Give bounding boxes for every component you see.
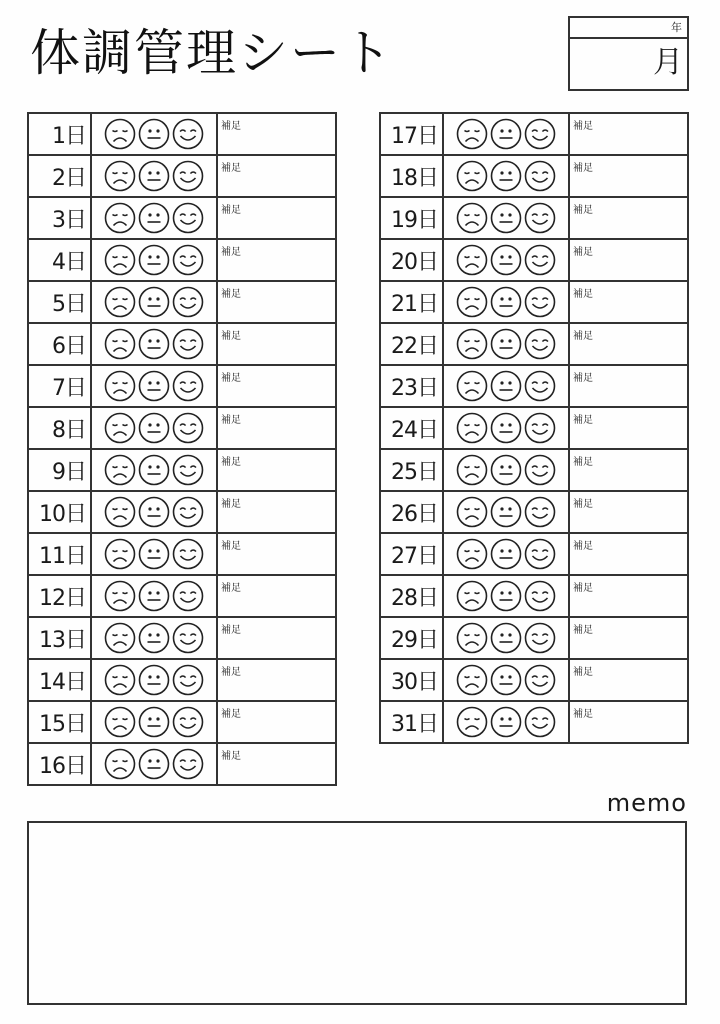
- happy-face-icon[interactable]: [524, 706, 556, 738]
- day-label: 10日: [28, 491, 91, 533]
- day-row: [28, 239, 336, 281]
- neutral-face-icon[interactable]: [138, 706, 170, 738]
- day-row: [380, 365, 688, 407]
- neutral-face-icon[interactable]: [138, 538, 170, 570]
- happy-face-icon[interactable]: [172, 454, 204, 486]
- neutral-face-icon[interactable]: [138, 328, 170, 360]
- happy-face-icon[interactable]: [172, 160, 204, 192]
- day-row: [28, 197, 336, 239]
- day-row: [28, 323, 336, 365]
- neutral-face-icon[interactable]: [138, 286, 170, 318]
- happy-face-icon[interactable]: [524, 580, 556, 612]
- mood-selector: [91, 743, 217, 785]
- day-label: 3日: [28, 197, 91, 239]
- day-label: 17日: [380, 113, 443, 155]
- mood-selector: [91, 491, 217, 533]
- happy-face-icon[interactable]: [172, 664, 204, 696]
- memo-area[interactable]: [27, 821, 687, 1005]
- happy-face-icon[interactable]: [172, 538, 204, 570]
- day-row: [28, 701, 336, 743]
- mood-selector: [443, 407, 569, 449]
- sad-face-icon[interactable]: [456, 328, 488, 360]
- day-label: 16日: [28, 743, 91, 785]
- mood-selector: [443, 323, 569, 365]
- happy-face-icon[interactable]: [524, 664, 556, 696]
- day-row: [28, 575, 336, 617]
- day-label: 26日: [380, 491, 443, 533]
- neutral-face-icon[interactable]: [490, 118, 522, 150]
- day-row: [380, 239, 688, 281]
- sad-face-icon[interactable]: [104, 580, 136, 612]
- note-label: 補足: [221, 499, 241, 510]
- day-row: [380, 533, 688, 575]
- sad-face-icon[interactable]: [104, 244, 136, 276]
- happy-face-icon[interactable]: [172, 496, 204, 528]
- day-label: 8日: [28, 407, 91, 449]
- day-row: [380, 617, 688, 659]
- day-row: [380, 323, 688, 365]
- mood-selector: [91, 155, 217, 197]
- mood-selector: [91, 659, 217, 701]
- note-label: 補足: [221, 289, 241, 300]
- happy-face-icon[interactable]: [524, 496, 556, 528]
- sad-face-icon[interactable]: [456, 286, 488, 318]
- note-field[interactable]: [569, 701, 688, 743]
- day-label: 11日: [28, 533, 91, 575]
- day-label: 30日: [380, 659, 443, 701]
- happy-face-icon[interactable]: [524, 454, 556, 486]
- note-field[interactable]: [217, 281, 336, 323]
- day-row: [28, 491, 336, 533]
- note-label: 補足: [221, 415, 241, 426]
- day-row: [28, 533, 336, 575]
- day-row: [28, 113, 336, 155]
- note-field[interactable]: [217, 449, 336, 491]
- days-table-right: [379, 112, 689, 744]
- happy-face-icon[interactable]: [524, 286, 556, 318]
- day-label: 15日: [28, 701, 91, 743]
- sad-face-icon[interactable]: [456, 412, 488, 444]
- sad-face-icon[interactable]: [456, 538, 488, 570]
- sad-face-icon[interactable]: [104, 160, 136, 192]
- neutral-face-icon[interactable]: [490, 664, 522, 696]
- sad-face-icon[interactable]: [456, 370, 488, 402]
- note-field[interactable]: [569, 281, 688, 323]
- sad-face-icon[interactable]: [104, 370, 136, 402]
- note-label: 補足: [573, 163, 593, 174]
- mood-selector: [443, 491, 569, 533]
- mood-selector: [443, 155, 569, 197]
- day-row: [380, 113, 688, 155]
- day-row: [380, 281, 688, 323]
- note-label: 補足: [573, 373, 593, 384]
- note-label: 補足: [573, 415, 593, 426]
- sad-face-icon[interactable]: [104, 538, 136, 570]
- happy-face-icon[interactable]: [172, 706, 204, 738]
- neutral-face-icon[interactable]: [490, 496, 522, 528]
- mood-selector: [91, 533, 217, 575]
- day-row: [380, 659, 688, 701]
- mood-selector: [443, 575, 569, 617]
- note-field[interactable]: [217, 197, 336, 239]
- sad-face-icon[interactable]: [104, 202, 136, 234]
- day-row: [380, 701, 688, 743]
- note-field[interactable]: [569, 323, 688, 365]
- neutral-face-icon[interactable]: [138, 496, 170, 528]
- day-row: [380, 575, 688, 617]
- sad-face-icon[interactable]: [104, 454, 136, 486]
- day-label: 2日: [28, 155, 91, 197]
- happy-face-icon[interactable]: [524, 538, 556, 570]
- day-label: 13日: [28, 617, 91, 659]
- mood-selector: [443, 281, 569, 323]
- month-label: 月: [653, 45, 683, 80]
- happy-face-icon[interactable]: [524, 118, 556, 150]
- day-label: 9日: [28, 449, 91, 491]
- note-field[interactable]: [217, 575, 336, 617]
- sad-face-icon[interactable]: [456, 118, 488, 150]
- neutral-face-icon[interactable]: [138, 202, 170, 234]
- note-label: 補足: [221, 625, 241, 636]
- day-label: 12日: [28, 575, 91, 617]
- neutral-face-icon[interactable]: [138, 454, 170, 486]
- note-label: 補足: [221, 541, 241, 552]
- sad-face-icon[interactable]: [456, 580, 488, 612]
- day-row: [28, 365, 336, 407]
- day-label: 20日: [380, 239, 443, 281]
- mood-selector: [91, 113, 217, 155]
- day-label: 1日: [28, 113, 91, 155]
- month-field[interactable]: [570, 39, 687, 87]
- day-label: 31日: [380, 701, 443, 743]
- note-label: 補足: [221, 751, 241, 762]
- day-row: [380, 155, 688, 197]
- mood-selector: [443, 659, 569, 701]
- mood-selector: [443, 197, 569, 239]
- neutral-face-icon[interactable]: [138, 118, 170, 150]
- day-row: [380, 491, 688, 533]
- year-label: 年: [671, 21, 682, 34]
- day-label: 21日: [380, 281, 443, 323]
- note-field[interactable]: [217, 491, 336, 533]
- happy-face-icon[interactable]: [524, 160, 556, 192]
- day-row: [28, 155, 336, 197]
- day-label: 18日: [380, 155, 443, 197]
- sad-face-icon[interactable]: [104, 748, 136, 780]
- mood-selector: [91, 701, 217, 743]
- happy-face-icon[interactable]: [524, 370, 556, 402]
- day-label: 7日: [28, 365, 91, 407]
- note-field[interactable]: [569, 617, 688, 659]
- page-title: 体調管理シート: [30, 24, 394, 82]
- note-label: 補足: [221, 247, 241, 258]
- sad-face-icon[interactable]: [456, 664, 488, 696]
- neutral-face-icon[interactable]: [490, 580, 522, 612]
- note-field[interactable]: [217, 659, 336, 701]
- note-label: 補足: [573, 289, 593, 300]
- note-label: 補足: [573, 625, 593, 636]
- sad-face-icon[interactable]: [104, 622, 136, 654]
- day-label: 14日: [28, 659, 91, 701]
- mood-selector: [91, 323, 217, 365]
- day-row: [28, 449, 336, 491]
- day-label: 5日: [28, 281, 91, 323]
- mood-selector: [91, 365, 217, 407]
- day-label: 23日: [380, 365, 443, 407]
- sad-face-icon[interactable]: [456, 160, 488, 192]
- day-row: [28, 617, 336, 659]
- neutral-face-icon[interactable]: [138, 370, 170, 402]
- day-label: 27日: [380, 533, 443, 575]
- note-label: 補足: [573, 331, 593, 342]
- note-field[interactable]: [569, 239, 688, 281]
- mood-selector: [443, 701, 569, 743]
- mood-selector: [91, 617, 217, 659]
- neutral-face-icon[interactable]: [490, 202, 522, 234]
- year-month-box: [568, 16, 689, 91]
- mood-selector: [91, 575, 217, 617]
- note-label: 補足: [221, 205, 241, 216]
- sad-face-icon[interactable]: [104, 328, 136, 360]
- sad-face-icon[interactable]: [456, 202, 488, 234]
- sad-face-icon[interactable]: [104, 118, 136, 150]
- mood-selector: [443, 113, 569, 155]
- mood-selector: [91, 407, 217, 449]
- sad-face-icon[interactable]: [104, 496, 136, 528]
- happy-face-icon[interactable]: [172, 328, 204, 360]
- day-row: [28, 407, 336, 449]
- note-field[interactable]: [569, 533, 688, 575]
- note-label: 補足: [221, 163, 241, 174]
- neutral-face-icon[interactable]: [138, 622, 170, 654]
- neutral-face-icon[interactable]: [490, 622, 522, 654]
- note-label: 補足: [221, 121, 241, 132]
- note-field[interactable]: [217, 239, 336, 281]
- day-label: 4日: [28, 239, 91, 281]
- note-field[interactable]: [217, 365, 336, 407]
- memo-label: memo: [606, 789, 687, 817]
- neutral-face-icon[interactable]: [490, 412, 522, 444]
- neutral-face-icon[interactable]: [138, 664, 170, 696]
- note-field[interactable]: [569, 113, 688, 155]
- note-label: 補足: [573, 121, 593, 132]
- neutral-face-icon[interactable]: [138, 580, 170, 612]
- neutral-face-icon[interactable]: [490, 328, 522, 360]
- note-field[interactable]: [217, 533, 336, 575]
- note-label: 補足: [573, 457, 593, 468]
- note-field[interactable]: [569, 449, 688, 491]
- note-label: 補足: [573, 709, 593, 720]
- note-label: 補足: [221, 583, 241, 594]
- year-field[interactable]: [570, 18, 687, 39]
- happy-face-icon[interactable]: [172, 622, 204, 654]
- mood-selector: [91, 239, 217, 281]
- neutral-face-icon[interactable]: [138, 160, 170, 192]
- happy-face-icon[interactable]: [524, 244, 556, 276]
- day-label: 19日: [380, 197, 443, 239]
- neutral-face-icon[interactable]: [490, 454, 522, 486]
- note-label: 補足: [221, 373, 241, 384]
- happy-face-icon[interactable]: [172, 118, 204, 150]
- mood-selector: [91, 281, 217, 323]
- note-field[interactable]: [569, 491, 688, 533]
- sad-face-icon[interactable]: [456, 496, 488, 528]
- day-label: 6日: [28, 323, 91, 365]
- note-field[interactable]: [217, 743, 336, 785]
- neutral-face-icon[interactable]: [138, 748, 170, 780]
- happy-face-icon[interactable]: [172, 202, 204, 234]
- neutral-face-icon[interactable]: [490, 370, 522, 402]
- happy-face-icon[interactable]: [524, 622, 556, 654]
- happy-face-icon[interactable]: [172, 286, 204, 318]
- note-field[interactable]: [569, 407, 688, 449]
- note-field[interactable]: [217, 407, 336, 449]
- note-field[interactable]: [569, 365, 688, 407]
- day-row: [380, 197, 688, 239]
- note-field[interactable]: [217, 617, 336, 659]
- note-label: 補足: [221, 457, 241, 468]
- sad-face-icon[interactable]: [104, 706, 136, 738]
- note-label: 補足: [573, 667, 593, 678]
- note-label: 補足: [573, 205, 593, 216]
- happy-face-icon[interactable]: [524, 202, 556, 234]
- note-label: 補足: [573, 499, 593, 510]
- happy-face-icon[interactable]: [172, 244, 204, 276]
- note-label: 補足: [221, 331, 241, 342]
- neutral-face-icon[interactable]: [138, 412, 170, 444]
- note-field[interactable]: [217, 323, 336, 365]
- day-row: [380, 407, 688, 449]
- sad-face-icon[interactable]: [104, 412, 136, 444]
- note-field[interactable]: [217, 155, 336, 197]
- sad-face-icon[interactable]: [456, 706, 488, 738]
- day-label: 29日: [380, 617, 443, 659]
- mood-selector: [443, 239, 569, 281]
- mood-selector: [443, 449, 569, 491]
- note-label: 補足: [573, 583, 593, 594]
- neutral-face-icon[interactable]: [490, 160, 522, 192]
- note-field[interactable]: [569, 575, 688, 617]
- neutral-face-icon[interactable]: [490, 538, 522, 570]
- note-label: 補足: [221, 709, 241, 720]
- neutral-face-icon[interactable]: [490, 706, 522, 738]
- happy-face-icon[interactable]: [172, 748, 204, 780]
- day-row: [28, 659, 336, 701]
- mood-selector: [91, 449, 217, 491]
- happy-face-icon[interactable]: [172, 412, 204, 444]
- day-row: [380, 449, 688, 491]
- mood-selector: [443, 617, 569, 659]
- note-field[interactable]: [569, 659, 688, 701]
- note-field[interactable]: [217, 113, 336, 155]
- sad-face-icon[interactable]: [456, 622, 488, 654]
- happy-face-icon[interactable]: [524, 412, 556, 444]
- happy-face-icon[interactable]: [524, 328, 556, 360]
- neutral-face-icon[interactable]: [138, 244, 170, 276]
- day-row: [28, 281, 336, 323]
- note-label: 補足: [573, 247, 593, 258]
- day-row: [28, 743, 336, 785]
- sad-face-icon[interactable]: [456, 244, 488, 276]
- note-label: 補足: [573, 541, 593, 552]
- note-field[interactable]: [217, 701, 336, 743]
- note-label: 補足: [221, 667, 241, 678]
- neutral-face-icon[interactable]: [490, 286, 522, 318]
- day-label: 28日: [380, 575, 443, 617]
- mood-selector: [91, 197, 217, 239]
- day-label: 25日: [380, 449, 443, 491]
- day-label: 24日: [380, 407, 443, 449]
- days-table-left: [27, 112, 337, 786]
- mood-selector: [443, 365, 569, 407]
- day-label: 22日: [380, 323, 443, 365]
- happy-face-icon[interactable]: [172, 580, 204, 612]
- neutral-face-icon[interactable]: [490, 244, 522, 276]
- sad-face-icon[interactable]: [104, 286, 136, 318]
- note-field[interactable]: [569, 155, 688, 197]
- note-field[interactable]: [569, 197, 688, 239]
- happy-face-icon[interactable]: [172, 370, 204, 402]
- sad-face-icon[interactable]: [104, 664, 136, 696]
- sad-face-icon[interactable]: [456, 454, 488, 486]
- mood-selector: [443, 533, 569, 575]
